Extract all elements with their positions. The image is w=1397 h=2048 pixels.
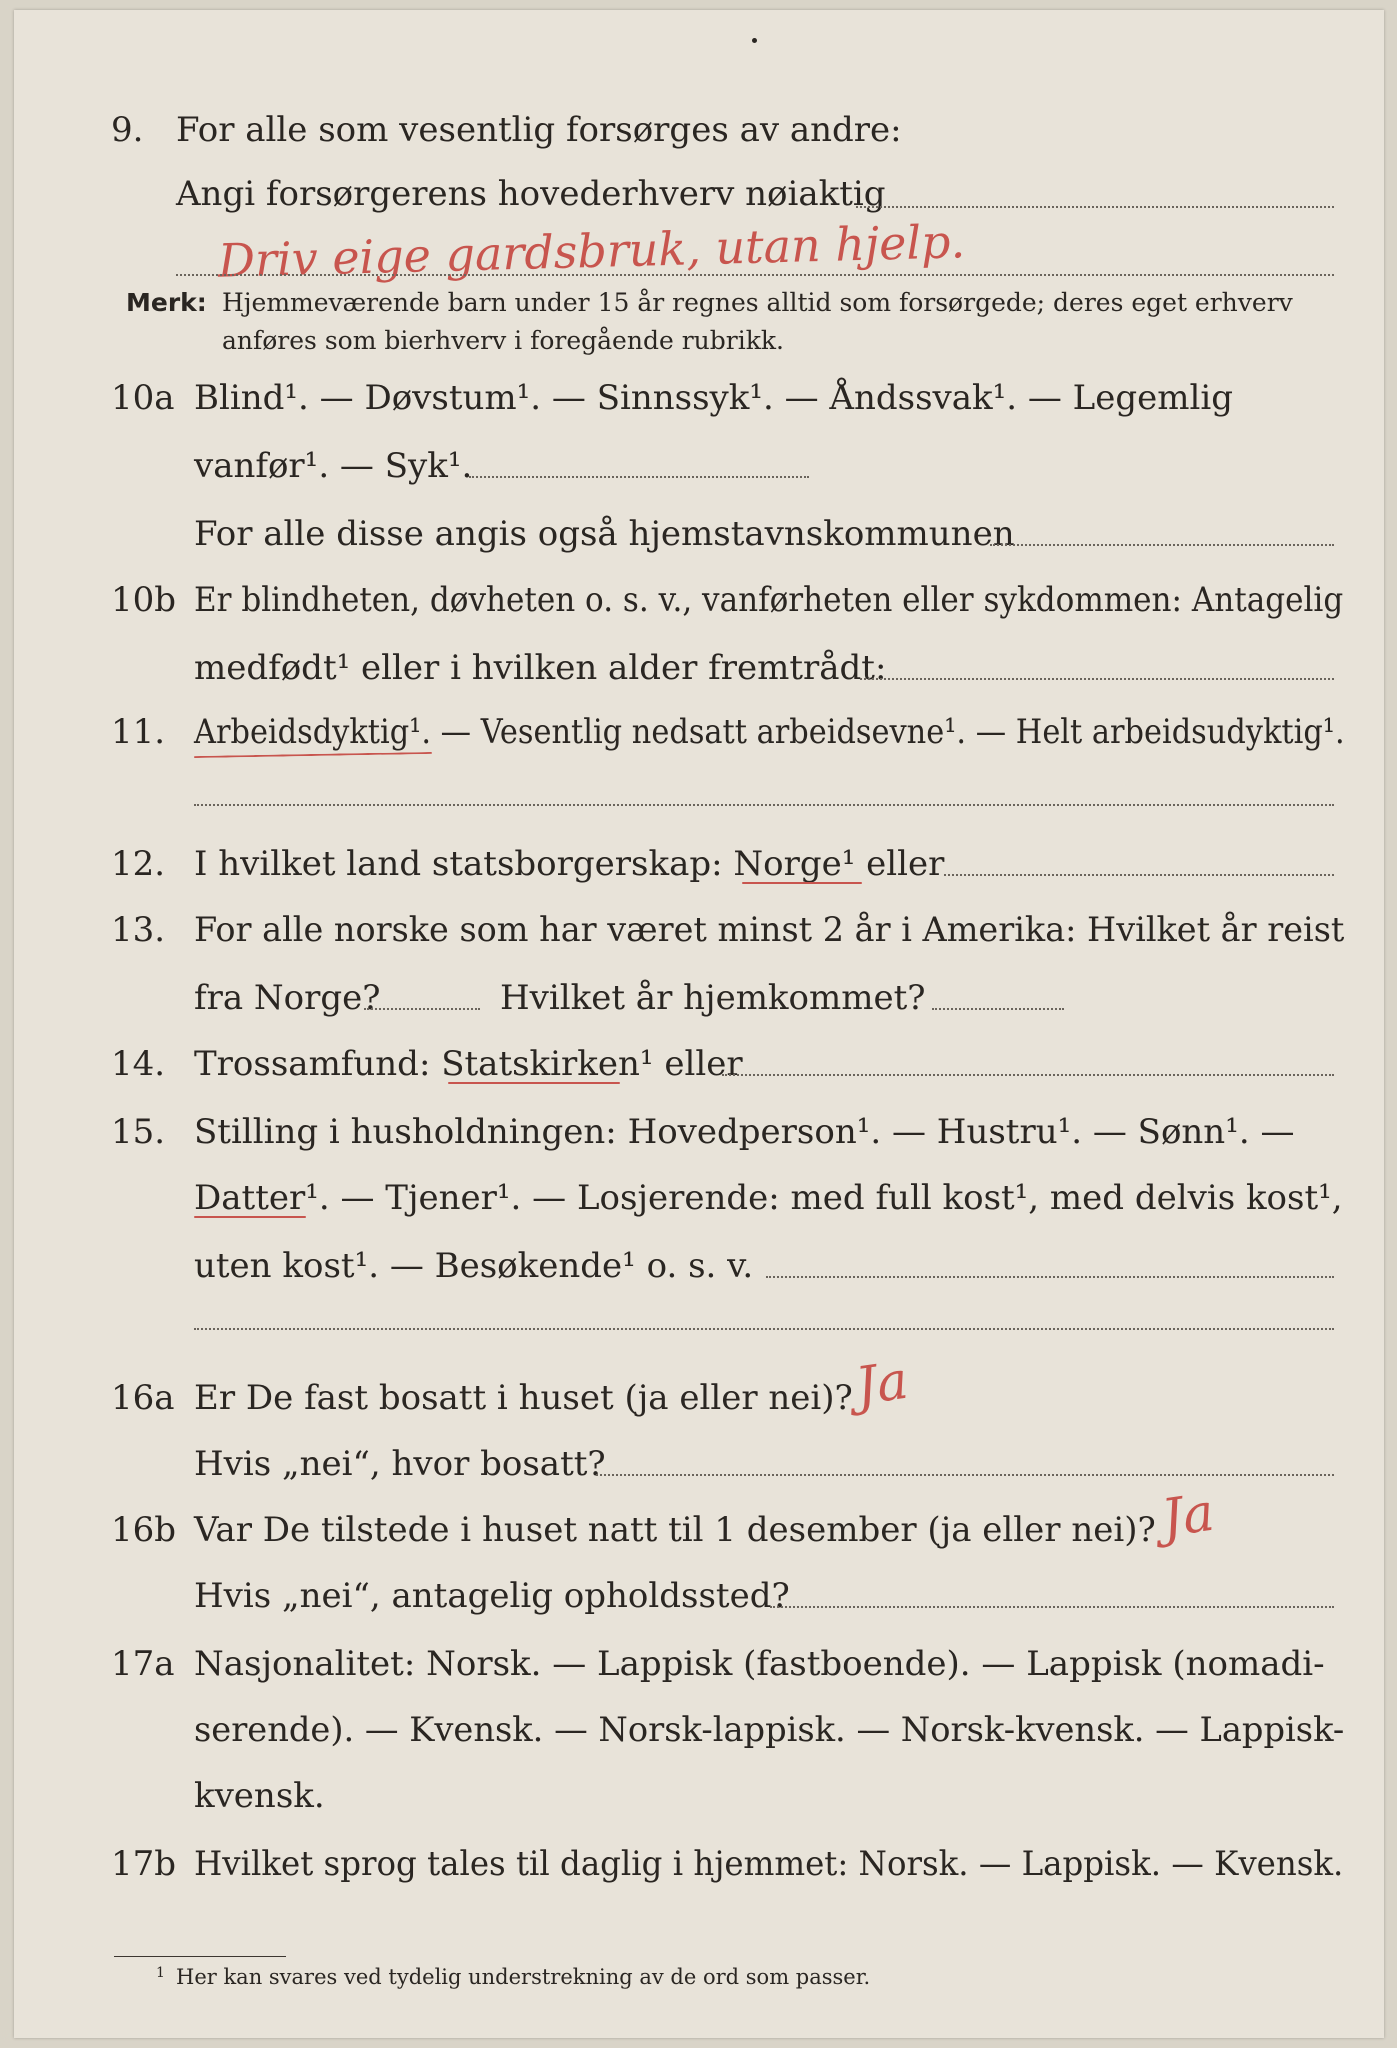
q9-answer-line xyxy=(176,274,1334,276)
q12-dotted-line xyxy=(944,874,1334,876)
q15-options-3: uten kost¹. — Besøkende¹ o. s. v. xyxy=(194,1246,754,1286)
q10a-prompt: For alle disse angis også hjemstavnskommunen xyxy=(194,514,1015,554)
q10a-home-dotted-line xyxy=(990,544,1334,546)
q14-question: Trossamfund: Statskirken¹ eller xyxy=(194,1044,743,1084)
q15-red-underline xyxy=(194,1216,306,1218)
q17a-options-1: Nasjonalitet: Norsk. — Lappisk (fastboende). — Lappisk (nomadi- xyxy=(194,1644,1325,1684)
q16a-number: 16a xyxy=(111,1378,175,1418)
q14-red-underline xyxy=(448,1082,620,1084)
q16a-question: Er De fast bosatt i huset (ja eller nei)? xyxy=(194,1378,853,1418)
q12-red-underline xyxy=(742,882,862,884)
q9-number: 9. xyxy=(111,110,144,150)
q9-dotted-line xyxy=(856,206,1334,208)
q12-number: 12. xyxy=(111,844,166,884)
q16a-handwritten-answer: Ja xyxy=(852,1350,912,1418)
q13-right-prompt: Hvilket år hjemkommet? xyxy=(500,978,926,1018)
q16b-dotted-line xyxy=(770,1606,1334,1608)
q17a-options-3: kvensk. xyxy=(194,1776,325,1816)
census-form-page xyxy=(14,10,1384,2038)
q15-number: 15. xyxy=(111,1112,166,1152)
footnote-rule xyxy=(114,1956,286,1957)
merk-label: Merk: xyxy=(126,288,207,317)
q11-options: Arbeidsdyktig¹. — Vesentlig nedsatt arbeidsevne¹. — Helt arbeidsudyktig¹. xyxy=(194,712,1345,752)
q16b-handwritten-answer: Ja xyxy=(1158,1482,1218,1550)
q16b-followup: Hvis „nei“, antagelig opholdssted? xyxy=(194,1576,790,1616)
q9-prompt: Angi forsørgerens hovederhverv nøiaktig xyxy=(176,174,886,214)
q12-question: I hvilket land statsborgerskap: Norge¹ eller xyxy=(194,844,945,884)
footnote-mark: 1 xyxy=(156,1965,165,1981)
q15-options-2: Datter¹. — Tjener¹. — Losjerende: med full kost¹, med delvis kost¹, xyxy=(194,1178,1343,1218)
merk-note-1: Hjemmeværende barn under 15 år regnes alltid som forsørgede; deres eget erhverv xyxy=(222,288,1293,317)
q10a-options-1: Blind¹. — Døvstum¹. — Sinnssyk¹. — Åndssvak¹. — Legemlig xyxy=(194,378,1233,418)
q10a-options-2: vanfør¹. — Syk¹. xyxy=(194,446,473,486)
q13-left-dotted-line xyxy=(364,1008,480,1010)
q13-number: 13. xyxy=(111,910,166,950)
merk-note-2: anføres som bierhverv i foregående rubrikk. xyxy=(222,326,784,355)
q10a-number: 10a xyxy=(111,378,175,418)
q10b-number: 10b xyxy=(111,580,177,620)
q13-left-prompt: fra Norge? xyxy=(194,978,381,1018)
q16a-dotted-line xyxy=(596,1474,1334,1476)
q10b-question: Er blindheten, døvheten o. s. v., vanførheten eller sykdommen: Antagelig xyxy=(194,580,1344,620)
q17a-number: 17a xyxy=(111,1644,175,1684)
q17b-options: Hvilket sprog tales til daglig i hjemmet: Norsk. — Lappisk. — Kvensk. xyxy=(194,1844,1344,1884)
q13-right-dotted-line xyxy=(932,1008,1064,1010)
q9-handwritten-answer: Driv eige gardsbruk, utan hjelp. xyxy=(217,214,966,288)
ink-speck xyxy=(752,38,757,43)
footnote-text: Her kan svares ved tydelig understrekning av de ord som passer. xyxy=(176,1965,871,1989)
q11-number: 11. xyxy=(111,712,166,752)
q9-question: For alle som vesentlig forsørges av andre: xyxy=(176,110,902,150)
q14-dotted-line xyxy=(722,1074,1334,1076)
q15-options-1: Stilling i husholdningen: Hovedperson¹. — Hustru¹. — Sønn¹. — xyxy=(194,1112,1295,1152)
q11-red-underline xyxy=(194,752,432,758)
q17b-number: 17b xyxy=(111,1844,177,1884)
q16a-followup: Hvis „nei“, hvor bosatt? xyxy=(194,1444,606,1484)
q10b-dotted-line xyxy=(860,678,1334,680)
q15-dotted-line xyxy=(766,1276,1334,1278)
q15-extra-dotted-line xyxy=(194,1328,1334,1330)
q11-dotted-line xyxy=(194,804,1334,806)
q17a-options-2: serende). — Kvensk. — Norsk-lappisk. — Norsk-kvensk. — Lappisk- xyxy=(194,1710,1345,1750)
q10a-dotted-line xyxy=(469,476,809,478)
q10b-prompt: medfødt¹ eller i hvilken alder fremtrådt: xyxy=(194,648,887,688)
q16b-number: 16b xyxy=(111,1510,177,1550)
q13-question: For alle norske som har været minst 2 år i Amerika: Hvilket år reist xyxy=(194,910,1345,950)
q14-number: 14. xyxy=(111,1044,166,1084)
q16b-question: Var De tilstede i huset natt til 1 desember (ja eller nei)? xyxy=(194,1510,1156,1550)
